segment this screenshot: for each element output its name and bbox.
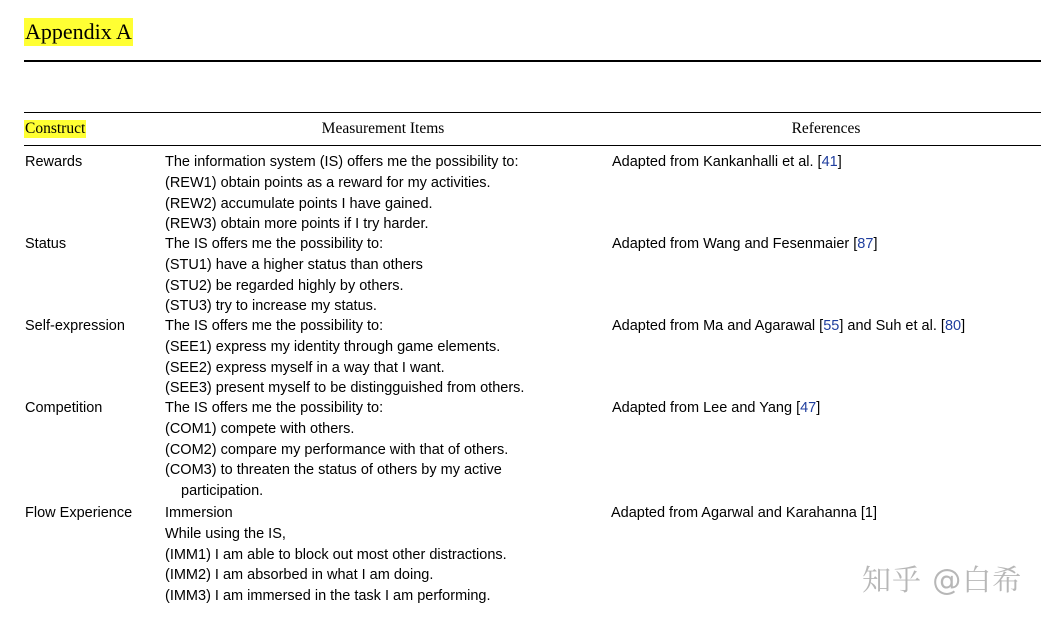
item-line: (IMM1) I am able to block out most other distractions. — [165, 546, 507, 563]
citation-link[interactable]: 80 — [944, 318, 962, 334]
item-line: (STU3) try to increase my status. — [165, 298, 377, 315]
construct-name: Self-expression — [25, 318, 125, 334]
item-line: (REW3) obtain more points if I try harder. — [165, 216, 429, 233]
column-header-references: References — [791, 120, 861, 137]
reference — [612, 234, 1052, 255]
reference-text: Adapted from Ma and Agarawal [ — [612, 318, 824, 334]
item-line: Immersion — [165, 505, 233, 521]
reference — [611, 503, 1051, 524]
reference-text-end: ] — [837, 154, 842, 170]
reference-text: Adapted from Wang and Fesenmaier [ — [612, 236, 858, 252]
measurement-items — [165, 234, 605, 317]
item-line: The IS offers me the possibility to: — [165, 318, 384, 334]
reference — [612, 152, 1052, 173]
item-line: The information system (IS) offers me the possibility to: — [165, 154, 519, 170]
top-rule — [24, 60, 1041, 62]
reference-text-end: ] — [873, 236, 878, 252]
construct-name: Rewards — [25, 154, 83, 170]
appendix-title: Appendix A — [25, 19, 132, 44]
reference-text-end: ] — [816, 400, 821, 416]
construct-name: Flow Experience — [25, 505, 133, 521]
item-line: (IMM2) I am absorbed in what I am doing. — [165, 567, 434, 584]
item-line: (STU1) have a higher status than others — [165, 256, 423, 273]
item-line: (COM2) compare my performance with that of others. — [165, 441, 509, 458]
column-header-measurement-items: Measurement Items — [321, 120, 445, 137]
citation-link[interactable]: 55 — [823, 318, 840, 334]
reference-text: Adapted from Agarwal and Karahanna [1] — [611, 505, 878, 521]
measurement-items — [165, 503, 605, 607]
zhihu-watermark: 知乎 @白希 — [862, 563, 1023, 597]
item-line: participation. — [181, 483, 264, 500]
item-line: (STU2) be regarded highly by others. — [165, 277, 404, 294]
reference-text-mid: ] and Suh et al. [ — [839, 318, 945, 334]
citation-link[interactable]: 41 — [821, 154, 838, 170]
column-header-construct: Construct — [25, 120, 86, 137]
reference — [612, 398, 1052, 419]
citation-link[interactable]: 87 — [857, 236, 874, 252]
construct-name: Status — [25, 236, 67, 252]
reference — [612, 316, 1052, 337]
item-line: (IMM3) I am immersed in the task I am performing. — [165, 588, 491, 605]
reference-text-end: ] — [961, 318, 966, 334]
item-line: (SEE1) express my identity through game elements. — [165, 338, 501, 355]
item-line: The IS offers me the possibility to: — [165, 236, 384, 252]
table-top-rule — [24, 112, 1041, 113]
item-line: The IS offers me the possibility to: — [165, 400, 384, 416]
construct-name: Competition — [25, 400, 103, 416]
measurement-items — [165, 152, 605, 235]
item-line: (SEE2) express myself in a way that I want. — [165, 359, 445, 376]
item-line: (REW1) obtain points as a reward for my activities. — [165, 174, 491, 191]
item-line: (SEE3) present myself to be distingguished from others. — [165, 380, 525, 397]
header-bottom-rule — [24, 145, 1041, 146]
measurement-items — [165, 316, 605, 399]
item-line: (REW2) accumulate points I have gained. — [165, 195, 433, 212]
item-line: (COM3) to threaten the status of others by my active — [165, 462, 502, 479]
measurement-items — [165, 398, 605, 502]
reference-text: Adapted from Kankanhalli et al. [ — [612, 154, 822, 170]
citation-link[interactable]: 47 — [800, 400, 817, 416]
item-line: (COM1) compete with others. — [165, 420, 355, 437]
reference-text: Adapted from Lee and Yang [ — [612, 400, 801, 416]
item-line: While using the IS, — [165, 525, 286, 542]
